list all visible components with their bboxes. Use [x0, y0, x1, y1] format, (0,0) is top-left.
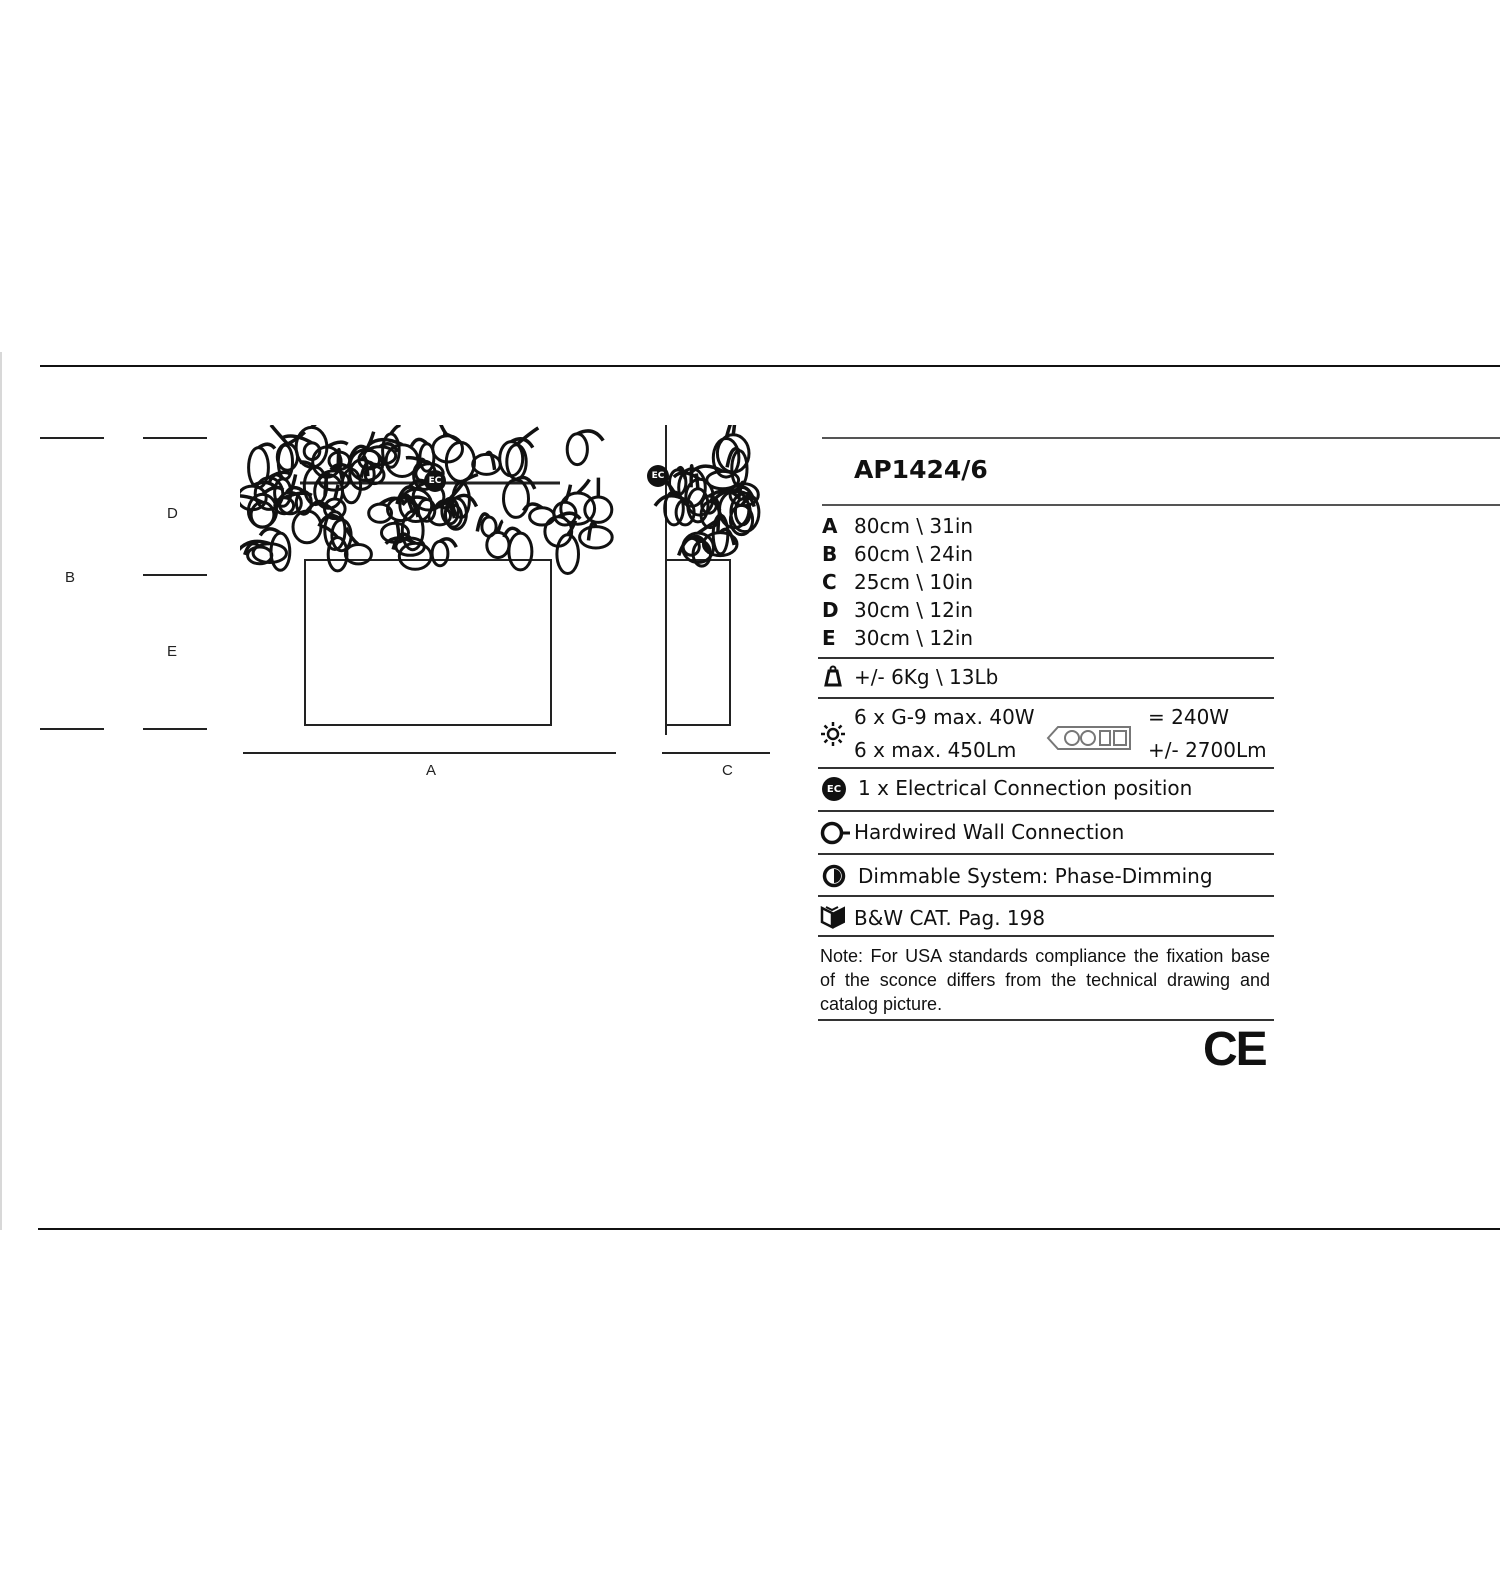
bulbs-spec-line1: 6 x G-9 max. 40W — [854, 705, 1035, 729]
electrical-connection: 1 x Electrical Connection position — [858, 776, 1193, 800]
dimension-value: 80cm \ 31in — [854, 514, 974, 538]
ornament-ring — [567, 434, 587, 465]
dim-label-b: B — [65, 569, 76, 586]
separator — [818, 767, 1274, 769]
dimension-value: 30cm \ 12in — [854, 626, 974, 650]
ec-badge-front: EC — [424, 470, 446, 492]
ornament-ring — [585, 497, 612, 522]
bulbs-spec-line2: 6 x max. 450Lm — [854, 738, 1017, 762]
separator — [818, 935, 1274, 937]
ornament-branch — [259, 444, 275, 448]
ornament-ring — [509, 533, 532, 570]
ec-icon: EC — [822, 777, 846, 801]
dimension-value: 30cm \ 12in — [854, 598, 974, 622]
hardwired-icon — [820, 820, 852, 846]
dim-label-e: E — [167, 643, 178, 660]
dimension-key: A — [822, 514, 838, 538]
hardwired-connection: Hardwired Wall Connection — [854, 820, 1125, 844]
dimension-key: B — [822, 542, 838, 566]
dimension-row-d — [822, 598, 973, 622]
separator — [818, 853, 1274, 855]
usa-compliance-note: Note: For USA standards compliance the fixation base of the sconce differs from the technical drawing and catalog picture. — [820, 946, 1270, 1014]
separator — [818, 657, 1274, 659]
ornament-ring — [504, 480, 529, 518]
dimension-key: D — [822, 598, 839, 622]
weight-icon — [822, 665, 844, 687]
ornament-ring — [580, 527, 613, 548]
bottom-rule — [38, 1228, 1500, 1230]
bulb-sun-icon — [820, 721, 846, 747]
separator — [818, 895, 1274, 897]
ornament-branch — [271, 425, 288, 444]
ornament-branch — [498, 521, 503, 533]
ornament-branch — [338, 450, 339, 468]
dimension-row-a — [822, 514, 973, 538]
dimension-value: 25cm \ 10in — [854, 570, 974, 594]
ornament-branch — [578, 480, 590, 493]
dimension-row-b — [822, 542, 973, 566]
ornament-ring — [399, 543, 431, 569]
ornament-ring — [482, 517, 496, 536]
spec-top-rule — [822, 437, 1500, 439]
total-watt: = 240W — [1148, 705, 1230, 729]
model-title: AP1424/6 — [854, 455, 988, 484]
dimension-value: 60cm \ 24in — [854, 542, 974, 566]
ornament-branch — [312, 425, 330, 427]
ornament-branch — [335, 485, 338, 499]
dim-label-c: C — [722, 762, 733, 779]
dimension-row-e — [822, 626, 973, 650]
ornament-ring — [473, 454, 501, 474]
separator — [818, 697, 1274, 699]
dimension-key: C — [822, 570, 837, 594]
separator — [818, 810, 1274, 812]
spec-title-rule — [822, 504, 1500, 506]
dimension-key: E — [822, 626, 836, 650]
ornament-ring — [432, 541, 448, 565]
ornament-branch — [391, 426, 401, 434]
dimmable-icon — [822, 864, 848, 890]
ornament-branch — [438, 425, 447, 436]
left-border — [0, 352, 2, 1230]
ornament-branch — [589, 523, 596, 540]
ornament-branch — [263, 487, 284, 494]
ec-badge-side: EC — [647, 465, 669, 487]
ornament-branch — [733, 425, 735, 435]
ornament-ring — [530, 508, 555, 525]
top-rule — [40, 365, 1500, 367]
energy-label-icon — [1046, 724, 1132, 752]
separator — [818, 1019, 1274, 1021]
catalog-book-icon — [820, 905, 846, 929]
weight-value: +/- 6Kg \ 13Lb — [854, 665, 999, 689]
ce-mark-icon: CE — [1203, 1023, 1266, 1076]
total-lumen: +/- 2700Lm — [1148, 738, 1267, 762]
dimmable-system: Dimmable System: Phase-Dimming — [858, 864, 1213, 888]
catalog-reference: B&W CAT. Pag. 198 — [854, 906, 1046, 930]
ornament-branch — [327, 442, 348, 447]
ornament-ring — [293, 511, 321, 543]
ornament-branch — [290, 474, 296, 492]
dim-label-d: D — [167, 505, 178, 522]
dimension-row-c — [822, 570, 973, 594]
dim-label-a: A — [426, 762, 437, 779]
ornament-branch — [691, 466, 692, 488]
